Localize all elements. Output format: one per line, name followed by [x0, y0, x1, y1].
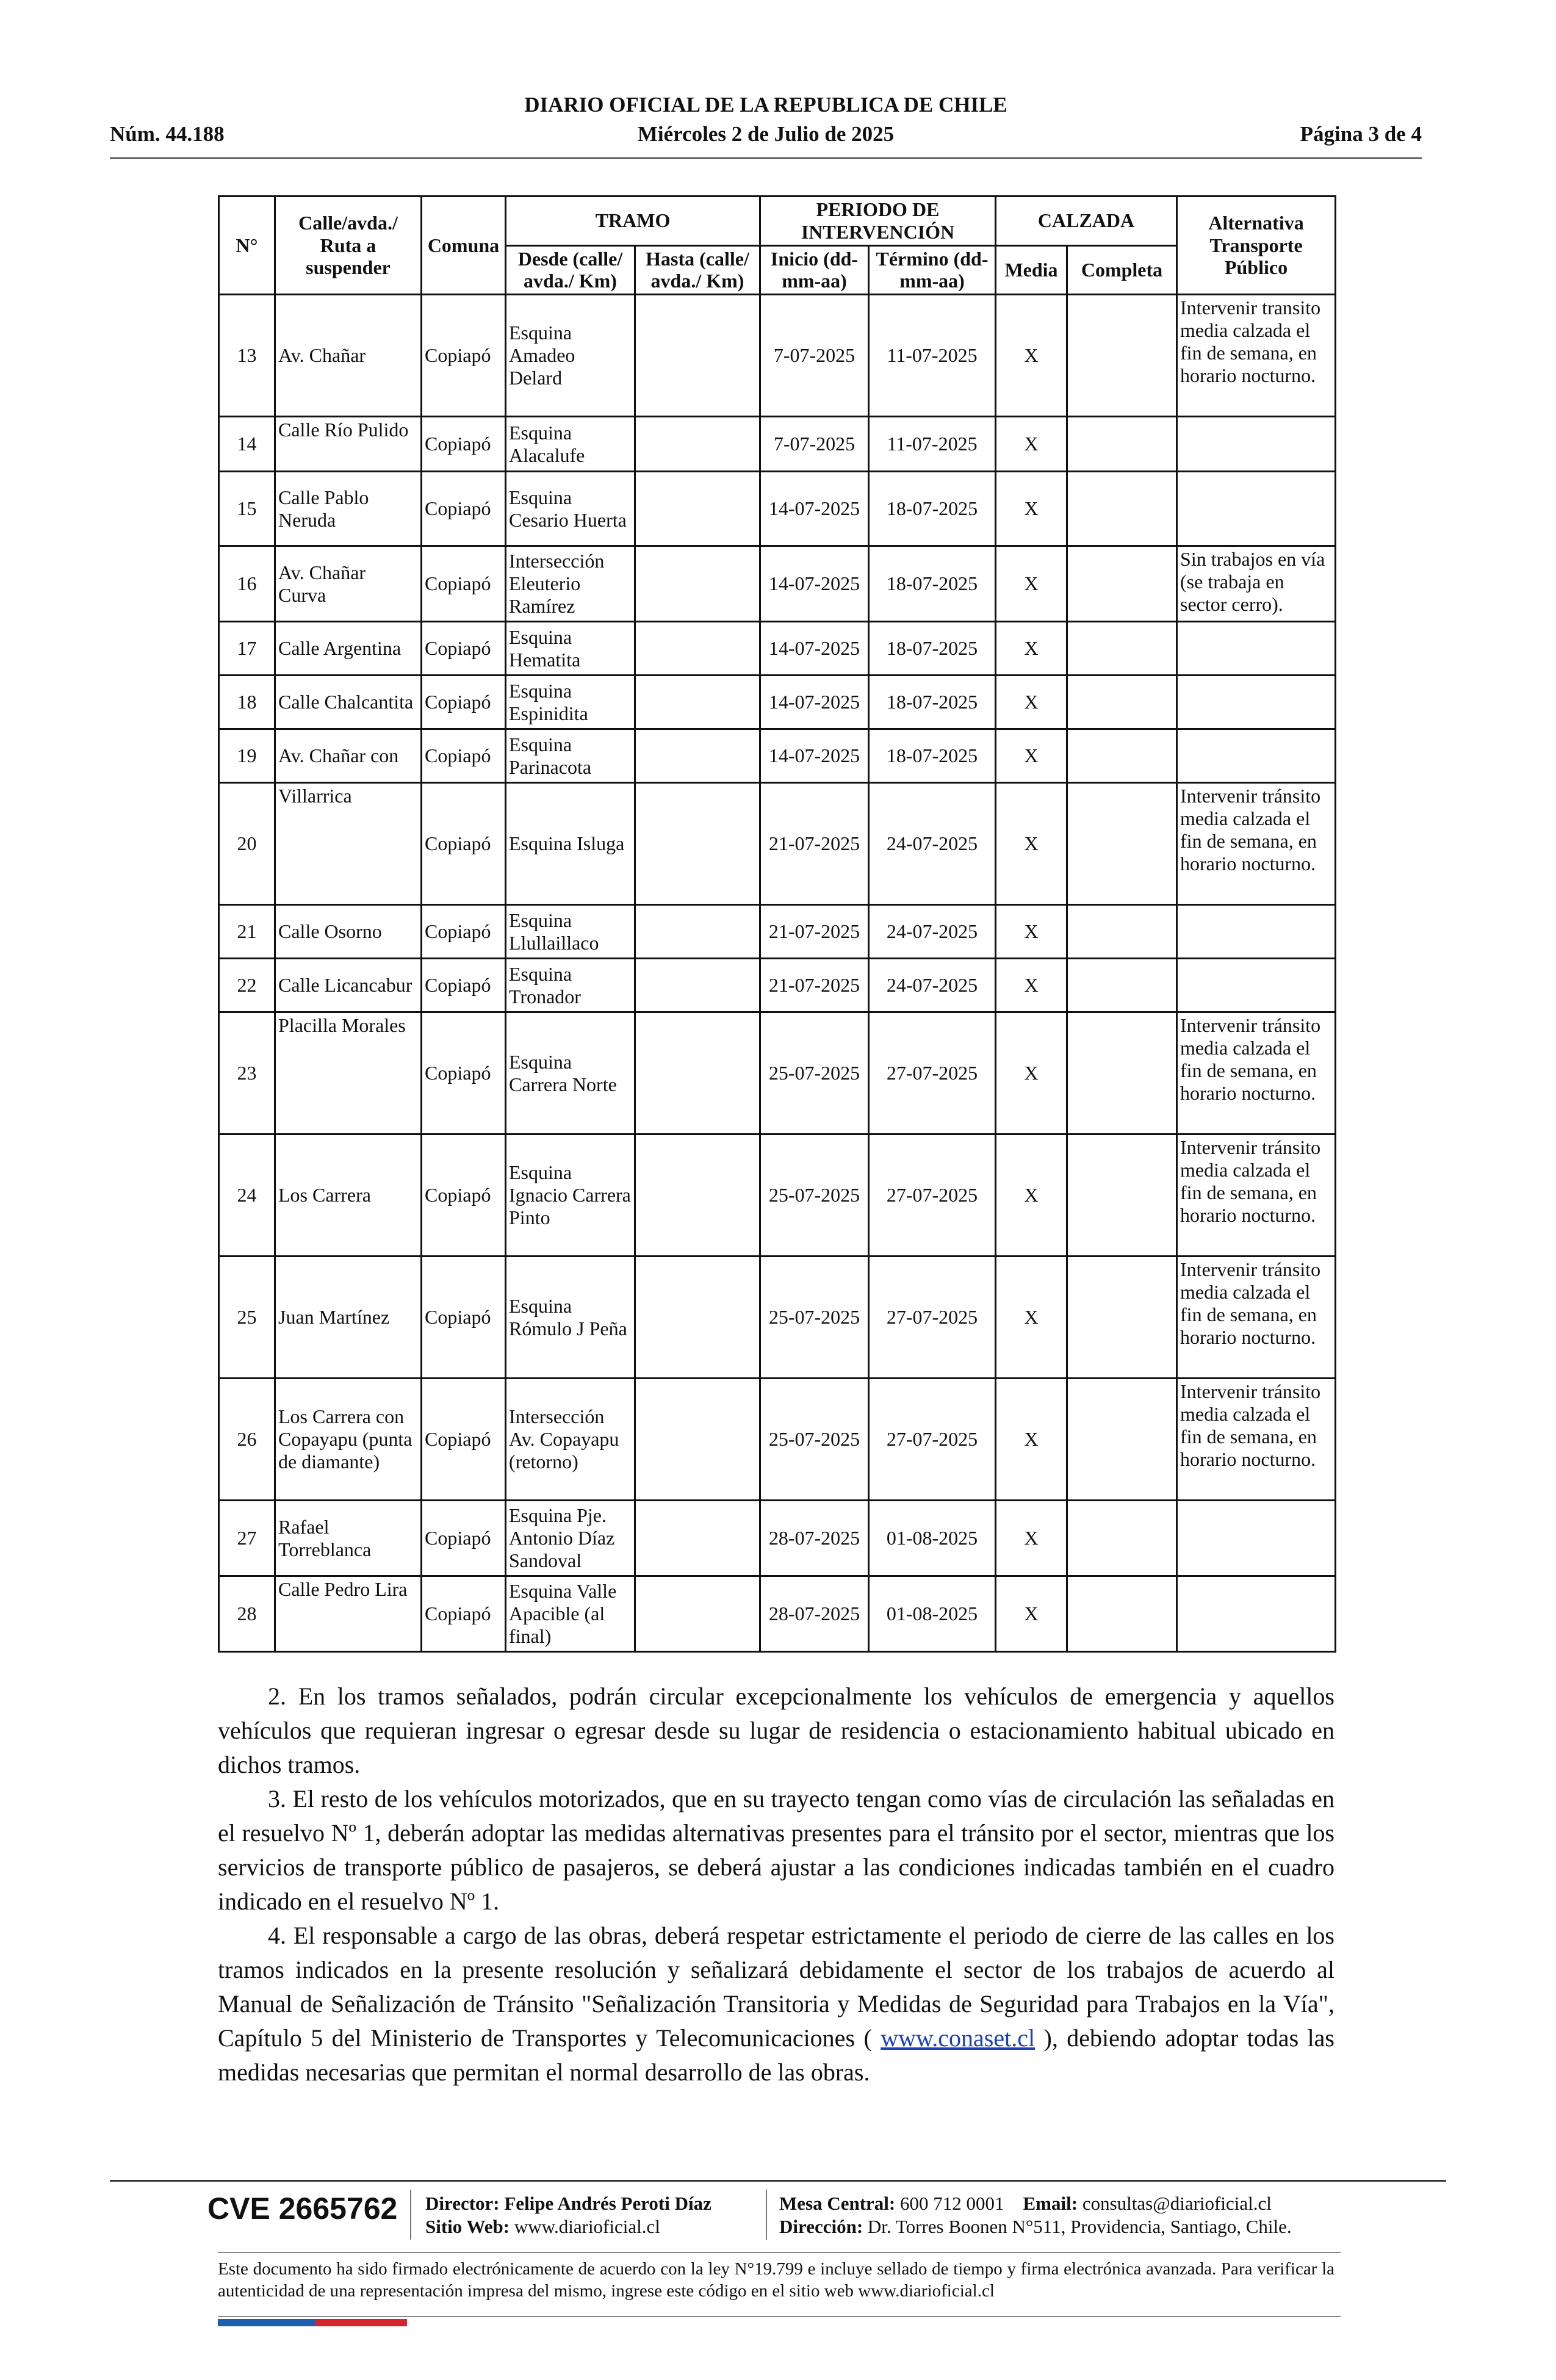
table-row — [219, 905, 1336, 959]
tramo-desde: Esquina Tronador — [506, 959, 635, 1012]
conaset-link[interactable]: www.conaset.cl — [881, 2024, 1036, 2052]
tramo-hasta — [635, 1501, 760, 1576]
media-calzada: X — [996, 1012, 1067, 1134]
street-name: Calle Río Pulido — [275, 417, 422, 472]
web-label: Sitio Web: — [425, 2216, 510, 2237]
row-number: 27 — [219, 1501, 275, 1576]
address-text: Dr. Torres Boonen N°511, Providencia, Santiago, Chile. — [867, 2216, 1292, 2237]
completa-calzada — [1067, 546, 1177, 622]
comuna: Copiapó — [422, 417, 506, 472]
tramo-hasta — [635, 472, 760, 546]
tramo-desde: Esquina Parinacota — [506, 729, 635, 783]
tramo-desde: Intersección Av. Copayapu (retorno) — [506, 1379, 635, 1501]
comuna: Copiapó — [422, 676, 506, 729]
start-date: 25-07-2025 — [760, 1379, 869, 1501]
tramo-hasta — [635, 676, 760, 729]
end-date: 27-07-2025 — [869, 1257, 996, 1379]
transport-alternative: Intervenir tránsito media calzada el fin de semana, en horario nocturno. — [1177, 783, 1336, 905]
table-row — [219, 417, 1336, 472]
media-calzada: X — [996, 472, 1067, 546]
comuna: Copiapó — [422, 783, 506, 905]
table-row — [219, 472, 1336, 546]
transport-alternative — [1177, 1576, 1336, 1652]
tramo-desde: Esquina Espinidita — [506, 676, 635, 729]
comuna: Copiapó — [422, 1134, 506, 1257]
table-row — [219, 1501, 1336, 1576]
row-number: 21 — [219, 905, 275, 959]
street-name: Los Carrera — [275, 1134, 422, 1257]
row-number: 28 — [219, 1576, 275, 1652]
header-termino: Término (dd-mm-aa) — [869, 245, 996, 295]
end-date: 18-07-2025 — [869, 472, 996, 546]
end-date: 01-08-2025 — [869, 1576, 996, 1652]
completa-calzada — [1067, 622, 1177, 676]
row-number: 20 — [219, 783, 275, 905]
street-name: Calle Argentina — [275, 622, 422, 676]
transport-alternative — [1177, 905, 1336, 959]
publication-title: DIARIO OFICIAL DE LA REPUBLICA DE CHILE — [524, 93, 1007, 117]
header-inicio: Inicio (dd-mm-aa) — [760, 245, 869, 295]
paragraph-4 — [218, 1919, 1334, 2090]
completa-calzada — [1067, 783, 1177, 905]
footer-separator-2 — [766, 2190, 767, 2240]
table-row — [219, 546, 1336, 622]
tramo-desde: Esquina Ignacio Carrera Pinto — [506, 1134, 635, 1257]
web-url[interactable]: www.diarioficial.cl — [514, 2216, 660, 2237]
tramo-hasta — [635, 1134, 760, 1257]
resolution-body — [218, 1679, 1334, 2090]
media-calzada: X — [996, 729, 1067, 783]
street-name: Los Carrera con Copayapu (punta de diamante) — [275, 1379, 422, 1501]
start-date: 21-07-2025 — [760, 905, 869, 959]
media-calzada: X — [996, 959, 1067, 1012]
comuna: Copiapó — [422, 295, 506, 417]
end-date: 11-07-2025 — [869, 417, 996, 472]
start-date: 25-07-2025 — [760, 1012, 869, 1134]
end-date: 27-07-2025 — [869, 1012, 996, 1134]
transport-alternative: Intervenir tránsito media calzada el fin de semana, en horario nocturno. — [1177, 1379, 1336, 1501]
row-number: 16 — [219, 546, 275, 622]
completa-calzada — [1067, 1379, 1177, 1501]
table-row — [219, 676, 1336, 729]
media-calzada: X — [996, 676, 1067, 729]
header-tramo: TRAMO — [506, 197, 760, 246]
completa-calzada — [1067, 959, 1177, 1012]
mesa-label: Mesa Central: — [779, 2193, 896, 2214]
transport-alternative: Intervenir tránsito media calzada el fin de semana, en horario nocturno. — [1177, 1012, 1336, 1134]
row-number: 23 — [219, 1012, 275, 1134]
header-comuna: Comuna — [422, 197, 506, 295]
street-name: Calle Pablo Neruda — [275, 472, 422, 546]
tramo-hasta — [635, 783, 760, 905]
start-date: 14-07-2025 — [760, 622, 869, 676]
footer-divider — [110, 2180, 1446, 2182]
tramo-hasta — [635, 622, 760, 676]
table-row — [219, 1257, 1336, 1379]
paragraph-4-end: ), debiendo adoptar todas las medidas necesarias que permitan el normal desarrollo de las obras. — [218, 2024, 1334, 2086]
header-divider — [110, 157, 1422, 159]
comuna: Copiapó — [422, 1012, 506, 1134]
tramo-desde: Esquina Pje. Antonio Díaz Sandoval — [506, 1501, 635, 1576]
end-date: 24-07-2025 — [869, 783, 996, 905]
paragraph-2: 2. En los tramos señalados, podrán circular excepcionalmente los vehículos de emergencia y aquellos vehículos que requieran ingresar o egresar desde su lugar de residencia o estacionamiento habitual ubicado en dichos tramos. — [218, 1682, 1334, 1778]
transport-alternative — [1177, 472, 1336, 546]
tramo-desde: Esquina Valle Apacible (al final) — [506, 1576, 635, 1652]
table-body — [219, 295, 1336, 1652]
row-number: 22 — [219, 959, 275, 1012]
director-label: Director: — [425, 2193, 500, 2214]
row-number: 24 — [219, 1134, 275, 1257]
media-calzada: X — [996, 546, 1067, 622]
tramo-hasta — [635, 417, 760, 472]
completa-calzada — [1067, 729, 1177, 783]
table-row — [219, 1379, 1336, 1501]
completa-calzada — [1067, 1134, 1177, 1257]
completa-calzada — [1067, 417, 1177, 472]
end-date: 24-07-2025 — [869, 959, 996, 1012]
transport-alternative — [1177, 622, 1336, 676]
start-date: 14-07-2025 — [760, 729, 869, 783]
tramo-desde: Esquina Amadeo Delard — [506, 295, 635, 417]
completa-calzada — [1067, 676, 1177, 729]
row-number: 25 — [219, 1257, 275, 1379]
end-date: 18-07-2025 — [869, 622, 996, 676]
header-media: Media — [996, 245, 1067, 295]
media-calzada: X — [996, 1501, 1067, 1576]
street-name: Av. Chañar Curva — [275, 546, 422, 622]
comuna: Copiapó — [422, 1576, 506, 1652]
start-date: 14-07-2025 — [760, 676, 869, 729]
street-name: Villarrica — [275, 783, 422, 905]
completa-calzada — [1067, 472, 1177, 546]
start-date: 14-07-2025 — [760, 472, 869, 546]
tramo-desde: Esquina Rómulo J Peña — [506, 1257, 635, 1379]
street-name: Av. Chañar con — [275, 729, 422, 783]
transport-alternative — [1177, 959, 1336, 1012]
header-periodo: PERIODO DE INTERVENCIÓN — [760, 197, 996, 246]
tramo-hasta — [635, 1379, 760, 1501]
transport-alternative — [1177, 417, 1336, 472]
transport-alternative: Sin trabajos en vía (se trabaja en sector cerro). — [1177, 546, 1336, 622]
table-row — [219, 1576, 1336, 1652]
end-date: 18-07-2025 — [869, 729, 996, 783]
page-header — [110, 93, 1422, 160]
street-name: Juan Martínez — [275, 1257, 422, 1379]
footer-director-block — [425, 2192, 711, 2238]
tramo-desde: Esquina Carrera Norte — [506, 1012, 635, 1134]
tramo-hasta — [635, 905, 760, 959]
end-date: 24-07-2025 — [869, 905, 996, 959]
table-row — [219, 1134, 1336, 1257]
header-hasta: Hasta (calle/ avda./ Km) — [635, 245, 760, 295]
comuna: Copiapó — [422, 1501, 506, 1576]
start-date: 21-07-2025 — [760, 959, 869, 1012]
table-row — [219, 729, 1336, 783]
mesa-phone: 600 712 0001 — [900, 2193, 1004, 2214]
signature-note: Este documento ha sido firmado electrónicamente de acuerdo con la ley N°19.799 e incluye sellado de tiempo y firma electrónica avanzada. Para verificar la autenticidad de una representación impresa del mismo, ingrese este código en el sitio web www.diarioficial.cl — [218, 2259, 1334, 2301]
director-name: Felipe Andrés Peroti Díaz — [504, 2193, 711, 2214]
media-calzada: X — [996, 622, 1067, 676]
start-date: 28-07-2025 — [760, 1576, 869, 1652]
comuna: Copiapó — [422, 546, 506, 622]
table-row — [219, 1012, 1336, 1134]
end-date: 01-08-2025 — [869, 1501, 996, 1576]
end-date: 18-07-2025 — [869, 546, 996, 622]
end-date: 27-07-2025 — [869, 1134, 996, 1257]
table-row — [219, 622, 1336, 676]
street-name: Calle Licancabur — [275, 959, 422, 1012]
comuna: Copiapó — [422, 472, 506, 546]
tramo-hasta — [635, 295, 760, 417]
tramo-hasta — [635, 1576, 760, 1652]
tramo-desde: Esquina Alacalufe — [506, 417, 635, 472]
end-date: 27-07-2025 — [869, 1379, 996, 1501]
comuna: Copiapó — [422, 1257, 506, 1379]
street-name: Calle Osorno — [275, 905, 422, 959]
completa-calzada — [1067, 905, 1177, 959]
tramo-desde: Esquina Cesario Huerta — [506, 472, 635, 546]
email-address[interactable]: consultas@diarioficial.cl — [1082, 2193, 1272, 2214]
table-row — [219, 783, 1336, 905]
cve-code: CVE 2665762 — [207, 2191, 398, 2226]
tramo-desde: Intersección Eleuterio Ramírez — [506, 546, 635, 622]
header-calzada: CALZADA — [996, 197, 1177, 246]
transport-alternative — [1177, 676, 1336, 729]
comuna: Copiapó — [422, 905, 506, 959]
media-calzada: X — [996, 1379, 1067, 1501]
page-indicator: Página 3 de 4 — [1300, 122, 1422, 146]
media-calzada: X — [996, 1257, 1067, 1379]
comuna: Copiapó — [422, 959, 506, 1012]
tramo-hasta — [635, 546, 760, 622]
tramo-desde: Esquina Isluga — [506, 783, 635, 905]
tramo-hasta — [635, 959, 760, 1012]
header-desde: Desde (calle/ avda./ Km) — [506, 245, 635, 295]
tramo-hasta — [635, 1257, 760, 1379]
start-date: 14-07-2025 — [760, 546, 869, 622]
tramo-desde: Esquina Llullaillaco — [506, 905, 635, 959]
row-number: 19 — [219, 729, 275, 783]
footer-separator — [410, 2190, 411, 2240]
table-row — [219, 295, 1336, 417]
street-name: Placilla Morales — [275, 1012, 422, 1134]
row-number: 15 — [219, 472, 275, 546]
start-date: 28-07-2025 — [760, 1501, 869, 1576]
media-calzada: X — [996, 783, 1067, 905]
media-calzada: X — [996, 1576, 1067, 1652]
street-name: Calle Chalcantita — [275, 676, 422, 729]
table-row — [219, 959, 1336, 1012]
email-label: Email: — [1023, 2193, 1078, 2214]
tramo-hasta — [635, 729, 760, 783]
media-calzada: X — [996, 295, 1067, 417]
row-number: 14 — [219, 417, 275, 472]
tramo-desde: Esquina Hematita — [506, 622, 635, 676]
header-street: Calle/avda./ Ruta a suspender — [275, 197, 422, 295]
table-header-row — [219, 197, 1336, 246]
footer-divider-2 — [218, 2252, 1341, 2253]
start-date: 25-07-2025 — [760, 1257, 869, 1379]
header-completa: Completa — [1067, 245, 1177, 295]
row-number: 17 — [219, 622, 275, 676]
start-date: 25-07-2025 — [760, 1134, 869, 1257]
transport-alternative — [1177, 729, 1336, 783]
footer-divider-3 — [218, 2316, 1341, 2317]
completa-calzada — [1067, 295, 1177, 417]
start-date: 21-07-2025 — [760, 783, 869, 905]
row-number: 26 — [219, 1379, 275, 1501]
transport-alternative: Intervenir transito media calzada el fin de semana, en horario nocturno. — [1177, 295, 1336, 417]
header-alternativa: Alternativa Transporte Público — [1177, 197, 1336, 295]
street-name: Calle Pedro Lira — [275, 1576, 422, 1652]
start-date: 7-07-2025 — [760, 417, 869, 472]
header-n: N° — [219, 197, 275, 295]
row-number: 18 — [219, 676, 275, 729]
comuna: Copiapó — [422, 729, 506, 783]
tramo-hasta — [635, 1012, 760, 1134]
end-date: 18-07-2025 — [869, 676, 996, 729]
publication-date: Miércoles 2 de Julio de 2025 — [637, 122, 895, 146]
address-label: Dirección: — [779, 2216, 863, 2237]
completa-calzada — [1067, 1257, 1177, 1379]
flag-stripe-red — [315, 2319, 407, 2326]
media-calzada: X — [996, 417, 1067, 472]
paragraph-4-text: 4. El responsable a cargo de las obras, deberá respetar estrictamente el periodo de cierre de las calles en los tramos indicados en la presente resolución y señalizará debidamente el sector de los trabajos de acuerdo al Manual de Señalización de Tránsito "Señalización Transitoria y Medidas de Seguridad para Trabajos en la Vía", Capítulo 5 del Ministerio de Transportes y Telecomunicaciones ( — [218, 1922, 1334, 2052]
street-name: Av. Chañar — [275, 295, 422, 417]
completa-calzada — [1067, 1012, 1177, 1134]
media-calzada: X — [996, 1134, 1067, 1257]
end-date: 11-07-2025 — [869, 295, 996, 417]
transport-alternative — [1177, 1501, 1336, 1576]
closures-table — [218, 195, 1336, 1653]
completa-calzada — [1067, 1576, 1177, 1652]
paragraph-3: 3. El resto de los vehículos motorizados, que en su trayecto tengan como vías de circulación las señaladas en el resuelvo Nº 1, deberán adoptar las medidas alternativas presentes para el tránsito por el sector, mientras que los servicios de transporte público de pasajeros, se deberá ajustar a las condiciones indicadas también en el cuadro indicado en el resuelvo Nº 1. — [218, 1785, 1334, 1915]
issue-number: Núm. 44.188 — [110, 122, 225, 146]
street-name: Rafael Torreblanca — [275, 1501, 422, 1576]
media-calzada: X — [996, 905, 1067, 959]
footer-contact-block — [779, 2192, 1292, 2238]
transport-alternative: Intervenir tránsito media calzada el fin de semana, en horario nocturno. — [1177, 1257, 1336, 1379]
flag-stripe-blue — [218, 2319, 315, 2326]
start-date: 7-07-2025 — [760, 295, 869, 417]
comuna: Copiapó — [422, 1379, 506, 1501]
comuna: Copiapó — [422, 622, 506, 676]
transport-alternative: Intervenir tránsito media calzada el fin de semana, en horario nocturno. — [1177, 1134, 1336, 1257]
row-number: 13 — [219, 295, 275, 417]
completa-calzada — [1067, 1501, 1177, 1576]
